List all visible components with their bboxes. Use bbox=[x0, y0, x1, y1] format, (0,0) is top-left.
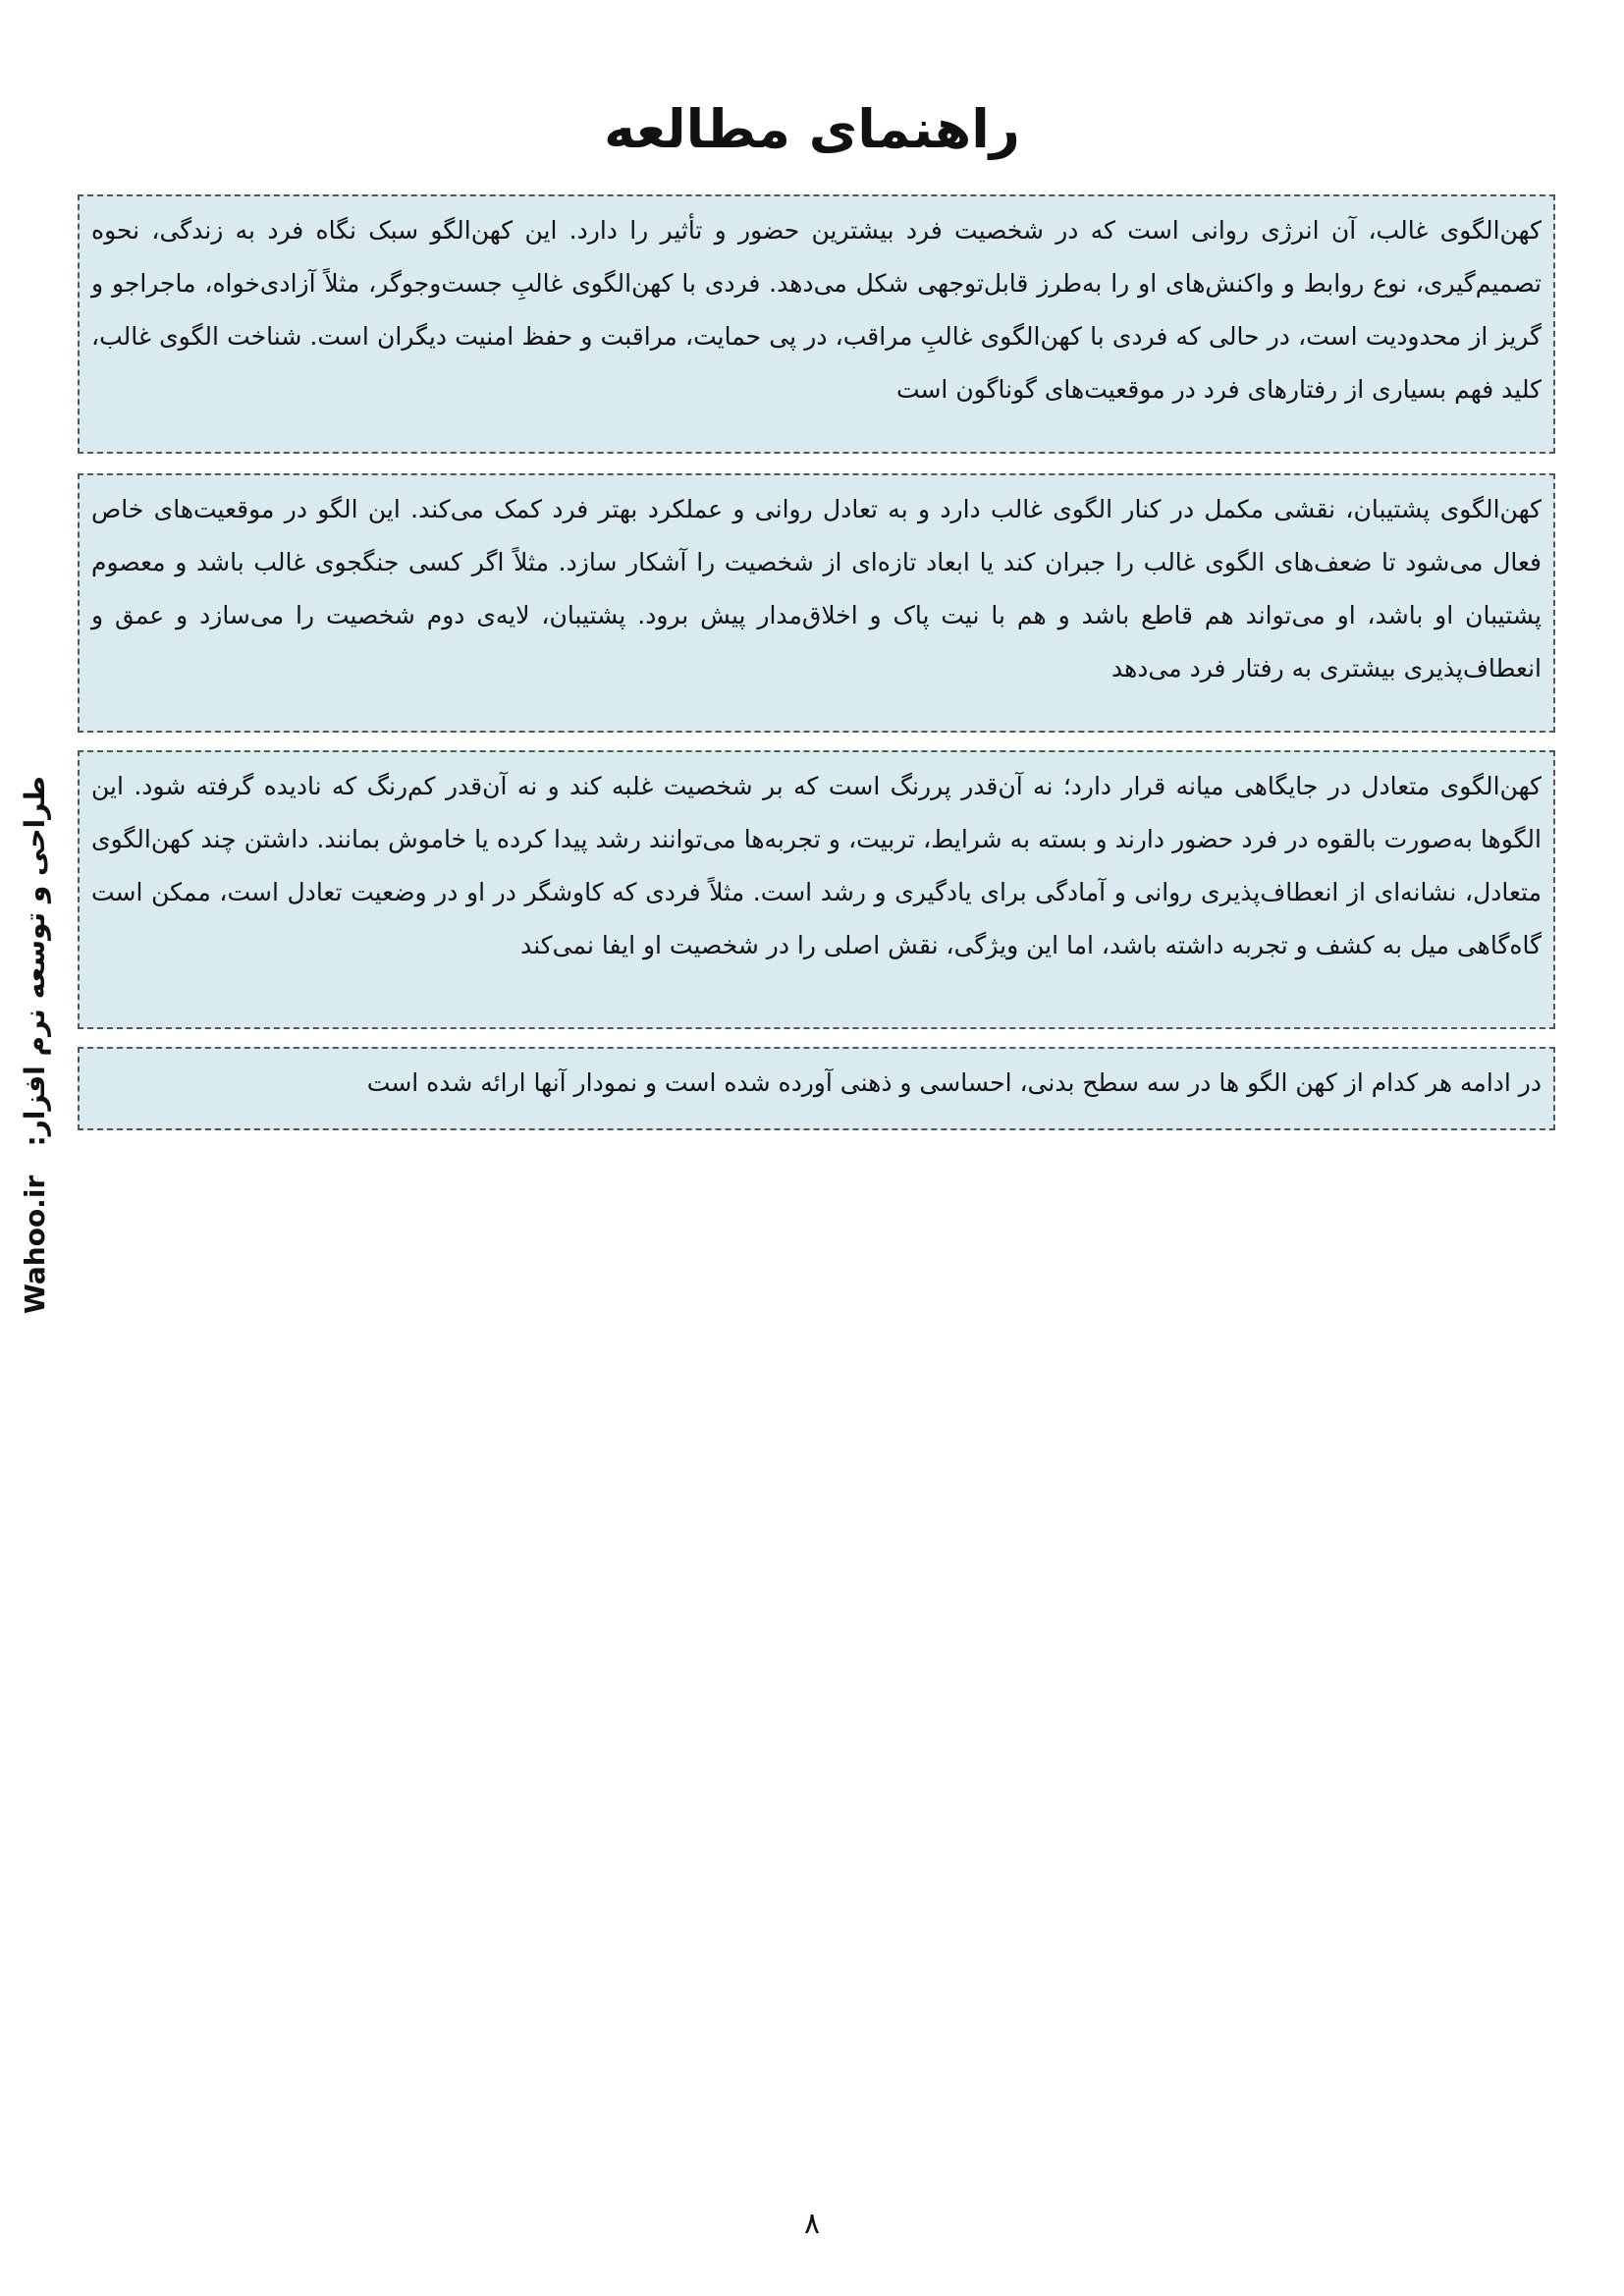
section-paragraph: کهن‌الگوی غالب، آن انرژی روانی است که در شخصیت فرد بیشترین حضور و تأثیر را دارد. این کهن‌الگو سبک نگاه فرد به زندگی، نحوه تصمیم‌گیری، نوع روابط و واکنش‌های او را به‌طرز قابل‌توجهی شکل می‌دهد. فردی با کهن‌الگوی غالبِ جست‌وجوگر، مثلاً آزادی‌خواه، ماجراجو و گریز از محدودیت است، در حالی که فردی با کهن‌الگوی غالبِ مراقب، در پی حمایت، مراقبت و حفظ امنیت دیگران است. شناخت الگوی غالب، کلید فهم بسیاری از رفتارهای فرد در موقعیت‌های گوناگون است bbox=[91, 216, 1542, 404]
dominant-archetype-section bbox=[78, 194, 1555, 454]
supporting-archetype-section bbox=[78, 473, 1555, 733]
section-paragraph: کهن‌الگوی متعادل در جایگاهی میانه قرار دارد؛ نه آن‌قدر پررنگ است که بر شخصیت غلبه کند و نه آن‌قدر کم‌رنگ که نادیده گرفته شود. این الگوها به‌صورت بالقوه در فرد حضور دارند و بسته به شرایط، تربیت، و تجربه‌ها می‌توانند رشد پیدا کرده یا خاموش بمانند. داشتن چند کهن‌الگوی متعادل، نشانه‌ای از انعطاف‌پذیری روانی و آمادگی برای یادگیری و رشد است. مثلاً فردی که کاوشگر در او در وضعیت تعادل است، ممکن است گاه‌گاهی میل به کشف و تجربه داشته باشد، اما این ویژگی، نقش اصلی را در شخصیت او ایفا نمی‌کند bbox=[91, 772, 1542, 959]
page-number: ۸ bbox=[803, 2207, 821, 2241]
credit-label: طراحی و توسعه نرم افزار: bbox=[19, 776, 51, 1147]
section-paragraph: در ادامه هر کدام از کهن الگو ها در سه سطح بدنی، احساسی و ذهنی آورده شده است و نمودار آنها ارائه شده است bbox=[366, 1068, 1542, 1097]
continuation-note-section bbox=[78, 1047, 1555, 1130]
page-title: راهنمای مطالعه bbox=[604, 98, 1020, 160]
balanced-archetype-section bbox=[78, 750, 1555, 1029]
side-credit bbox=[14, 776, 57, 1314]
credit-brand: Wahoo.ir bbox=[19, 1175, 51, 1314]
section-paragraph: کهن‌الگوی پشتیبان، نقشی مکمل در کنار الگوی غالب دارد و به تعادل روانی و عملکرد بهتر فرد کمک می‌کند. این الگو در موقعیت‌های خاص فعال می‌شود تا ضعف‌های الگوی غالب را جبران کند یا ابعاد تازه‌ای از شخصیت را آشکار سازد. مثلاً اگر کسی جنگجوی غالب باشد و معصوم پشتیبان او باشد، او می‌تواند هم قاطع باشد و هم با نیت پاک و اخلاق‌مدار پیش برود. پشتیبان، لایه‌ی دوم شخصیت را می‌سازد و عمق و انعطاف‌پذیری بیشتری به رفتار فرد می‌دهد bbox=[91, 495, 1542, 683]
